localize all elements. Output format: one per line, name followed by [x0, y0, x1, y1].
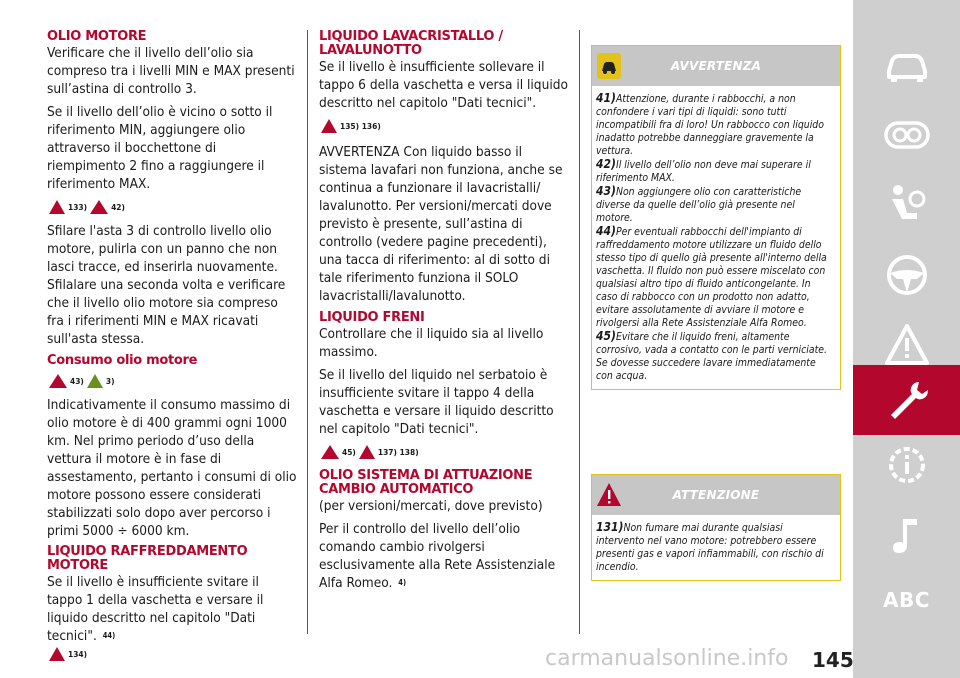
ref-label: 3) — [105, 376, 115, 386]
nav-item-car[interactable] — [853, 30, 960, 100]
note-number: 41) — [596, 91, 616, 105]
paragraph: (per versioni/mercati, dove previsto) — [319, 498, 543, 514]
page-number: 145 — [812, 648, 854, 672]
warning-refs — [49, 372, 297, 390]
warning-box-body — [592, 86, 840, 389]
warning-triangle-icon — [596, 481, 622, 509]
nav-item-technical-data[interactable] — [853, 430, 960, 500]
note-item — [596, 521, 834, 574]
caution-box-body — [592, 515, 840, 580]
paragraph — [319, 520, 569, 592]
sidebar-nav — [853, 0, 960, 678]
paragraph: Sfilare l'asta 3 di controllo livello olio motore, pulirla con un panno che non lasci tracce, ed inserirla nuovamente. Sfilalare una seconda volta e verificare che il livello olio motore sia compreso fra i riferimenti MIN e MAX ricavati sull'asta stessa. — [47, 223, 286, 347]
note-item — [596, 330, 834, 383]
airbag-person-icon — [883, 181, 931, 229]
note-number: 131) — [596, 520, 624, 534]
note-number: 44) — [596, 224, 616, 238]
paragraph: Se il livello dell’olio è vicino o sotto il riferimento MIN, aggiungere olio attraverso il bocchettone di riempimento 2 fino a raggiungere il riferimento MAX. — [47, 104, 273, 192]
steering-wheel-icon — [883, 251, 931, 299]
nav-item-maintenance[interactable] — [853, 365, 960, 435]
nav-item-dashboard[interactable] — [853, 100, 960, 170]
instrument-panel-icon — [883, 111, 931, 159]
paragraph — [47, 573, 297, 645]
note-text: Non aggiungere olio con caratteristiche diverse da quelle dell’olio già presente nel motore. — [596, 186, 802, 224]
ref-label: 4) — [398, 578, 407, 587]
note-number: 43) — [596, 184, 616, 198]
caution-box-header — [592, 475, 840, 515]
heading-olio-cambio: OLIO SISTEMA DI ATTUAZIONE CAMBIO AUTOMATICO — [319, 468, 533, 497]
note-text: Attenzione, durante i rabbocchi, a non confondere i vari tipi di liquidi: sono tutti incompatibili fra di loro! Un rabbocco con liquido inadatto potrebbe danneggiare gravemente la vettura. — [596, 93, 824, 157]
ref-label: 135) 136) — [340, 121, 381, 131]
warning-refs — [321, 443, 569, 461]
paragraph: Se il livello del liquido nel serbatoio è insufficiente svitare il tappo 4 della vaschetta e versare il liquido descritto nel capitolo "Dati tecnici". — [319, 367, 554, 437]
paragraph-text: Per il controllo del livello dell’olio comando cambio rivolgersi esclusivamente alla Rete Assistenziale Alfa Romeo. — [319, 521, 556, 591]
heading-olio-motore: OLIO MOTORE — [47, 29, 147, 44]
ref-label: 42) — [111, 202, 125, 212]
nav-item-safety[interactable] — [853, 170, 960, 240]
warning-refs — [396, 574, 406, 592]
note-number: 42) — [596, 157, 616, 171]
heading-liquido-lavacristallo: LIQUIDO LAVACRISTALLO / LAVALUNOTTO — [319, 29, 503, 58]
environment-icon — [87, 374, 103, 388]
car-warning-icon — [596, 52, 622, 80]
info-gear-icon — [883, 441, 931, 489]
car-warning-icon — [90, 200, 108, 214]
warning-triangle-icon — [49, 647, 65, 661]
warning-triangle-icon — [359, 445, 375, 459]
ref-label: 45) — [342, 447, 356, 457]
note-text: Non fumare mai durante qualsiasi intervento nel vano motore: potrebbero essere presenti gas e vapori infiammabili, con rischio di incendio. — [596, 522, 824, 573]
paragraph: Indicativamente il consumo massimo di olio motore è di 400 grammi ogni 1000 km. Nel primo periodo d’uso della vettura il motore è in fase di assestamento, pertanto i consumi di olio motore possono essere considerati stabilizzati solo dopo aver percorso i primi 5000 ÷ 6000 km. — [47, 397, 297, 539]
column-divider — [307, 30, 308, 634]
note-item — [596, 92, 834, 158]
paragraph: Controllare che il liquido sia al livello massimo. — [319, 326, 544, 360]
warning-triangle-icon — [49, 200, 65, 214]
note-item — [596, 225, 834, 330]
warning-refs — [49, 198, 297, 216]
nav-item-driving[interactable] — [853, 240, 960, 310]
ref-label: 134) — [68, 649, 88, 659]
nav-item-multimedia[interactable] — [853, 500, 960, 570]
wrench-icon — [883, 376, 931, 424]
ref-label: 133) — [68, 202, 88, 212]
column-divider — [579, 30, 580, 634]
warning-refs — [49, 645, 297, 663]
note-item — [596, 185, 834, 225]
note-text: Per eventuali rabbocchi dell'impianto di raffreddamento motore utilizzare un fluido dello stesso tipo di quello già presente all'interno della vaschetta. Il fluido non può essere miscelato con qualsiasi altro tipo di fluido anticongelante. In caso di rabbocco con un prodotto non adatto, evitare assolutamente di avviare il motore e rivolgersi alla Rete Assistenziale Alfa Romeo. — [596, 226, 827, 329]
paragraph: AVVERTENZA Con liquido basso il sistema lavafari non funziona, anche se continua a funzionare il lavacristalli/ lavalunotto. Per versioni/mercati dove previsto è presente, sull’astina di controllo (vedere pagine precedenti), una tacca di riferimento: al di sotto di tale riferimento funziona il SOLO lavacristalli/lavalunotto. — [319, 144, 563, 304]
heading-liquido-raffreddamento: LIQUIDO RAFFREDDAMENTO MOTORE — [47, 544, 248, 573]
column-2 — [319, 30, 569, 597]
car-warning-icon — [49, 374, 67, 388]
car-warning-icon — [321, 445, 339, 459]
note-text: Il livello dell’olio non deve mai superare il riferimento MAX. — [596, 159, 811, 184]
note-text: Evitare che il liquido freni, altamente corrosivo, vada a contatto con le parti verniciate. Se dovesse succedere lavare immediatamente con acqua. — [596, 331, 827, 382]
abc-index-label: ABC — [883, 588, 930, 612]
warning-box-title: AVVERTENZA — [670, 59, 762, 73]
caution-box-title: ATTENZIONE — [672, 488, 760, 502]
paragraph: Se il livello è insufficiente sollevare il tappo 6 della vaschetta e versa il liquido descritto nel capitolo "Dati tecnici". — [319, 59, 568, 111]
paragraph-text: Se il livello è insufficiente svitare il tappo 1 della vaschetta e versare il liquido descritto nel capitolo "Dati tecnici". — [47, 574, 264, 644]
warning-refs — [101, 627, 115, 645]
caution-box — [591, 474, 841, 581]
warning-box-header — [592, 46, 840, 86]
warning-refs — [321, 117, 569, 135]
ref-label: 137) 138) — [377, 447, 419, 457]
car-icon — [883, 41, 931, 89]
ref-label: 43) — [70, 376, 84, 386]
paragraph: Verificare che il livello dell’olio sia compreso tra i livelli MIN e MAX presenti sull’astina di controllo 3. — [47, 45, 295, 97]
nav-item-index[interactable] — [853, 565, 960, 635]
warning-triangle-icon — [883, 321, 931, 369]
warning-triangle-icon — [321, 119, 337, 133]
column-1 — [47, 30, 297, 669]
heading-liquido-freni: LIQUIDO FRENI — [319, 310, 425, 325]
note-number: 45) — [596, 329, 616, 343]
note-item — [596, 158, 834, 185]
ref-label: 44) — [102, 631, 116, 640]
music-note-icon — [883, 511, 931, 559]
watermark: carmanualsonline.info — [545, 646, 789, 671]
heading-consumo-olio: Consumo olio motore — [47, 353, 198, 368]
warning-box — [591, 45, 841, 390]
